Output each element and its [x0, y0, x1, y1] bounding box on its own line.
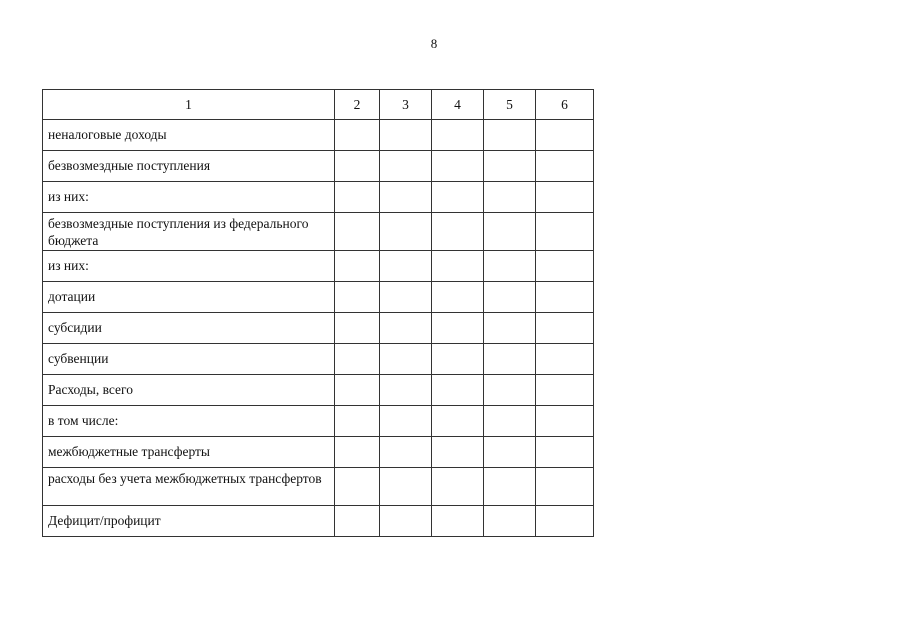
table-row	[43, 437, 594, 468]
value-cell-col-2	[335, 437, 380, 468]
value-cell-col-4	[432, 120, 484, 151]
value-cell-col-2	[335, 506, 380, 537]
value-cell-col-2	[335, 344, 380, 375]
value-cell-col-2	[335, 151, 380, 182]
table-row	[43, 213, 594, 251]
row-label: дотации	[48, 289, 96, 304]
row-label-cell	[43, 344, 335, 375]
value-cell-col-3	[380, 213, 432, 251]
table-row	[43, 506, 594, 537]
column-header-5: 5	[484, 90, 536, 120]
value-cell-col-6	[536, 251, 594, 282]
value-cell-col-6	[536, 151, 594, 182]
value-cell-col-3	[380, 468, 432, 506]
value-cell-col-4	[432, 468, 484, 506]
page-number: 8	[430, 36, 438, 51]
value-cell-col-5	[484, 213, 536, 251]
value-cell-col-3	[380, 120, 432, 151]
value-cell-col-2	[335, 313, 380, 344]
value-cell-col-2	[335, 282, 380, 313]
row-label: неналоговые доходы	[48, 127, 167, 142]
value-cell-col-5	[484, 468, 536, 506]
row-label: расходы без учета межбюджетных трансфертов	[48, 471, 322, 486]
value-cell-col-2	[335, 182, 380, 213]
table-row	[43, 282, 594, 313]
value-cell-col-6	[536, 375, 594, 406]
value-cell-col-2	[335, 468, 380, 506]
table-header-row	[43, 90, 594, 120]
column-header-1: 1	[43, 90, 335, 120]
value-cell-col-6	[536, 506, 594, 537]
value-cell-col-3	[380, 506, 432, 537]
value-cell-col-5	[484, 251, 536, 282]
table-row	[43, 406, 594, 437]
value-cell-col-5	[484, 120, 536, 151]
table-row	[43, 313, 594, 344]
row-label: из них:	[48, 258, 89, 273]
row-label-cell	[43, 120, 335, 151]
value-cell-col-3	[380, 437, 432, 468]
budget-table	[42, 89, 594, 537]
value-cell-col-4	[432, 251, 484, 282]
table-row	[43, 182, 594, 213]
value-cell-col-3	[380, 251, 432, 282]
row-label-cell	[43, 182, 335, 213]
column-header-4: 4	[432, 90, 484, 120]
value-cell-col-2	[335, 375, 380, 406]
value-cell-col-5	[484, 151, 536, 182]
column-header-6: 6	[536, 90, 594, 120]
value-cell-col-5	[484, 344, 536, 375]
value-cell-col-3	[380, 182, 432, 213]
value-cell-col-5	[484, 437, 536, 468]
row-label: безвозмездные поступления	[48, 158, 211, 173]
row-label-cell	[43, 282, 335, 313]
value-cell-col-5	[484, 313, 536, 344]
value-cell-col-6	[536, 344, 594, 375]
value-cell-col-6	[536, 468, 594, 506]
value-cell-col-4	[432, 313, 484, 344]
column-header-3: 3	[380, 90, 432, 120]
value-cell-col-2	[335, 213, 380, 251]
row-label-cell	[43, 375, 335, 406]
value-cell-col-6	[536, 213, 594, 251]
row-label: Расходы, всего	[48, 382, 133, 397]
table-row	[43, 468, 594, 506]
row-label-cell	[43, 313, 335, 344]
value-cell-col-3	[380, 151, 432, 182]
column-header-2: 2	[335, 90, 380, 120]
value-cell-col-6	[536, 282, 594, 313]
value-cell-col-4	[432, 213, 484, 251]
row-label-cell	[43, 406, 335, 437]
value-cell-col-6	[536, 182, 594, 213]
table-row	[43, 375, 594, 406]
value-cell-col-2	[335, 406, 380, 437]
value-cell-col-3	[380, 282, 432, 313]
table-row	[43, 344, 594, 375]
row-label-cell	[43, 468, 335, 506]
row-label: межбюджетные трансферты	[48, 444, 210, 459]
value-cell-col-2	[335, 120, 380, 151]
value-cell-col-4	[432, 506, 484, 537]
value-cell-col-5	[484, 282, 536, 313]
table-row	[43, 120, 594, 151]
value-cell-col-2	[335, 251, 380, 282]
value-cell-col-3	[380, 375, 432, 406]
value-cell-col-3	[380, 344, 432, 375]
value-cell-col-6	[536, 120, 594, 151]
value-cell-col-4	[432, 182, 484, 213]
value-cell-col-5	[484, 375, 536, 406]
row-label: в том числе:	[48, 413, 119, 428]
row-label-cell	[43, 213, 335, 251]
row-label-cell	[43, 151, 335, 182]
row-label: субвенции	[48, 351, 109, 366]
table-row	[43, 251, 594, 282]
row-label-cell	[43, 437, 335, 468]
row-label: Дефицит/профицит	[48, 513, 161, 528]
row-label-cell	[43, 506, 335, 537]
value-cell-col-4	[432, 437, 484, 468]
value-cell-col-6	[536, 313, 594, 344]
value-cell-col-4	[432, 151, 484, 182]
value-cell-col-5	[484, 182, 536, 213]
row-label: из них:	[48, 189, 89, 204]
table-body	[43, 120, 594, 537]
value-cell-col-4	[432, 282, 484, 313]
value-cell-col-6	[536, 406, 594, 437]
value-cell-col-6	[536, 437, 594, 468]
value-cell-col-4	[432, 375, 484, 406]
row-label: субсидии	[48, 320, 102, 335]
value-cell-col-5	[484, 506, 536, 537]
row-label: безвозмездные поступления из федерального бюджета	[48, 216, 309, 248]
value-cell-col-4	[432, 344, 484, 375]
row-label-cell	[43, 251, 335, 282]
table-row	[43, 151, 594, 182]
value-cell-col-3	[380, 406, 432, 437]
value-cell-col-3	[380, 313, 432, 344]
value-cell-col-4	[432, 406, 484, 437]
value-cell-col-5	[484, 406, 536, 437]
